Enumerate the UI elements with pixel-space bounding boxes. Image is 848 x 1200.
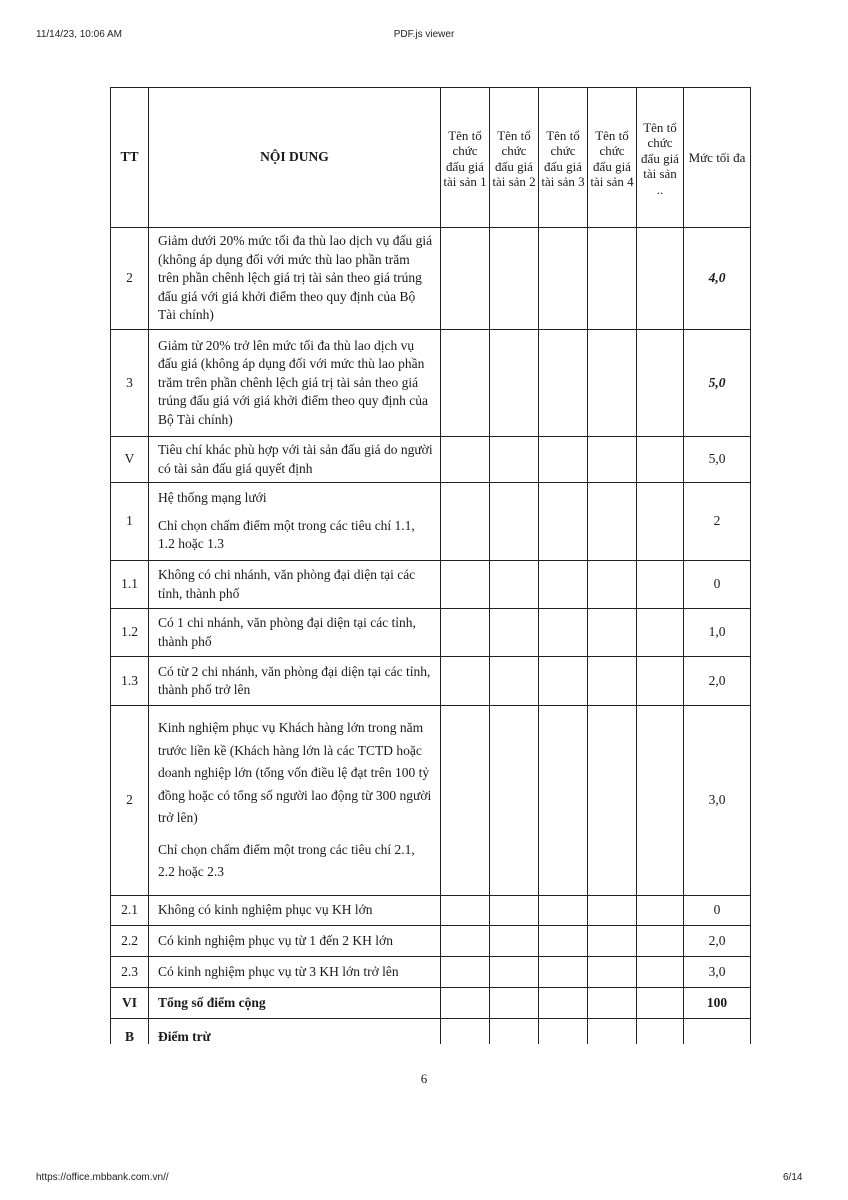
score-cell bbox=[588, 896, 637, 926]
print-timestamp: 11/14/23, 10:06 AM bbox=[36, 29, 122, 40]
row-tt: VI bbox=[111, 988, 149, 1019]
scoring-table bbox=[110, 87, 751, 1044]
score-cell bbox=[539, 988, 588, 1019]
row-note: Chỉ chọn chấm điểm một trong các tiêu chí 1.1, 1.2 hoặc 1.3 bbox=[158, 517, 415, 552]
header-org-4: Tên tổ chức đấu giá tài sản 4 bbox=[588, 88, 637, 228]
header-org-3: Tên tổ chức đấu giá tài sản 3 bbox=[539, 88, 588, 228]
header-org-5: Tên tổ chức đấu giá tài sản .. bbox=[637, 88, 684, 228]
row-content: Tiêu chí khác phù hợp với tài sản đấu giá do người có tài sản đấu giá quyết định bbox=[149, 437, 441, 483]
score-cell bbox=[539, 228, 588, 330]
table-row bbox=[111, 926, 751, 957]
score-cell bbox=[490, 926, 539, 957]
row-tt: 2.1 bbox=[111, 896, 149, 926]
print-url: https://office.mbbank.com.vn// bbox=[36, 1172, 169, 1183]
score-cell bbox=[588, 957, 637, 988]
score-cell bbox=[588, 1019, 637, 1045]
table-row bbox=[111, 228, 751, 330]
score-cell bbox=[539, 1019, 588, 1045]
score-cell bbox=[637, 926, 684, 957]
score-cell bbox=[637, 483, 684, 561]
score-cell bbox=[637, 561, 684, 609]
score-cell bbox=[588, 988, 637, 1019]
row-max: 2,0 bbox=[684, 926, 751, 957]
row-content: Không có chi nhánh, văn phòng đại diện tại các tỉnh, thành phố bbox=[149, 561, 441, 609]
score-cell bbox=[441, 561, 490, 609]
score-cell bbox=[637, 609, 684, 657]
row-max: 5,0 bbox=[684, 330, 751, 437]
row-content: Không có kinh nghiệm phục vụ KH lớn bbox=[149, 896, 441, 926]
table-row bbox=[111, 957, 751, 988]
table-row bbox=[111, 561, 751, 609]
score-cell bbox=[441, 706, 490, 896]
row-note: Chỉ chọn chấm điểm một trong các tiêu chí 2.1, 2.2 hoặc 2.3 bbox=[158, 841, 415, 880]
score-cell bbox=[441, 330, 490, 437]
row-content: Tổng số điểm cộng bbox=[149, 988, 441, 1019]
table-row bbox=[111, 706, 751, 896]
row-max: 5,0 bbox=[684, 437, 751, 483]
score-cell bbox=[637, 988, 684, 1019]
score-cell bbox=[588, 609, 637, 657]
score-cell bbox=[441, 957, 490, 988]
score-cell bbox=[490, 561, 539, 609]
score-cell bbox=[539, 957, 588, 988]
score-cell bbox=[490, 609, 539, 657]
row-max: 0 bbox=[684, 896, 751, 926]
table-row bbox=[111, 896, 751, 926]
row-tt: 2.2 bbox=[111, 926, 149, 957]
table-row bbox=[111, 988, 751, 1019]
score-cell bbox=[490, 896, 539, 926]
row-content: Kinh nghiệm phục vụ Khách hàng lớn trong năm trước liền kề (Khách hàng lớn là các TCTD hoặc doanh nghiệp lớn (tổng vốn điều lệ đạt trên 100 tỷ đồng hoặc có tổng số người lao động từ 300 người trở lên) bbox=[158, 720, 432, 826]
header-org-1: Tên tổ chức đấu giá tài sản 1 bbox=[441, 88, 490, 228]
score-cell bbox=[441, 657, 490, 706]
score-cell bbox=[588, 483, 637, 561]
score-cell bbox=[637, 657, 684, 706]
score-cell bbox=[588, 706, 637, 896]
row-tt: 1.3 bbox=[111, 657, 149, 706]
score-cell bbox=[490, 706, 539, 896]
score-cell bbox=[539, 657, 588, 706]
print-page-count: 6/14 bbox=[783, 1172, 803, 1183]
score-cell bbox=[588, 561, 637, 609]
row-content: Có 1 chi nhánh, văn phòng đại diện tại các tỉnh, thành phố bbox=[149, 609, 441, 657]
score-cell bbox=[539, 706, 588, 896]
row-content: Điểm trừ bbox=[149, 1019, 441, 1045]
score-cell bbox=[637, 896, 684, 926]
score-cell bbox=[490, 988, 539, 1019]
table-row bbox=[111, 657, 751, 706]
row-tt: B bbox=[111, 1019, 149, 1045]
score-cell bbox=[588, 228, 637, 330]
score-cell bbox=[637, 437, 684, 483]
score-cell bbox=[539, 926, 588, 957]
header-content: NỘI DUNG bbox=[149, 88, 441, 228]
score-cell bbox=[588, 657, 637, 706]
score-cell bbox=[637, 957, 684, 988]
score-cell bbox=[539, 561, 588, 609]
score-cell bbox=[441, 228, 490, 330]
row-content: Có từ 2 chi nhánh, văn phòng đại diện tại các tỉnh, thành phố trở lên bbox=[149, 657, 441, 706]
score-cell bbox=[490, 228, 539, 330]
row-content-block bbox=[149, 706, 441, 896]
score-cell bbox=[441, 1019, 490, 1045]
score-cell bbox=[490, 957, 539, 988]
row-tt: 1.1 bbox=[111, 561, 149, 609]
header-org-2: Tên tổ chức đấu giá tài sản 2 bbox=[490, 88, 539, 228]
row-content: Giảm dưới 20% mức tối đa thù lao dịch vụ đấu giá (không áp dụng đối với mức thù lao phần trăm trên phần chênh lệch giá trị tài sản theo giá trúng đấu giá với giá khởi điểm theo quy định của Bộ Tài chính) bbox=[149, 228, 441, 330]
score-cell bbox=[490, 657, 539, 706]
score-cell bbox=[490, 437, 539, 483]
score-cell bbox=[441, 896, 490, 926]
score-cell bbox=[441, 609, 490, 657]
row-tt: 1 bbox=[111, 483, 149, 561]
score-cell bbox=[539, 609, 588, 657]
header-tt: TT bbox=[111, 88, 149, 228]
score-cell bbox=[637, 1019, 684, 1045]
row-tt: 3 bbox=[111, 330, 149, 437]
score-cell bbox=[441, 926, 490, 957]
row-content: Giảm từ 20% trở lên mức tối đa thù lao dịch vụ đấu giá (không áp dụng đối với mức thù lao phần trăm trên phần chênh lệch giá trị tài sản theo giá trúng đấu giá với giá khởi điểm theo quy định của Bộ Tài chính) bbox=[149, 330, 441, 437]
header-max: Mức tối đa bbox=[684, 88, 751, 228]
score-cell bbox=[441, 988, 490, 1019]
row-max: 0 bbox=[684, 561, 751, 609]
score-cell bbox=[588, 926, 637, 957]
row-max: 4,0 bbox=[684, 228, 751, 330]
row-max: 100 bbox=[684, 988, 751, 1019]
row-tt: 1.2 bbox=[111, 609, 149, 657]
table-header-row bbox=[111, 88, 751, 228]
row-max: 3,0 bbox=[684, 706, 751, 896]
row-tt: V bbox=[111, 437, 149, 483]
score-cell bbox=[490, 1019, 539, 1045]
score-cell bbox=[637, 706, 684, 896]
scoring-table-container bbox=[110, 87, 752, 1044]
row-content: Có kinh nghiệm phục vụ từ 1 đến 2 KH lớn bbox=[149, 926, 441, 957]
row-max: 3,0 bbox=[684, 957, 751, 988]
table-row bbox=[111, 609, 751, 657]
table-row bbox=[111, 483, 751, 561]
table-row bbox=[111, 1019, 751, 1045]
score-cell bbox=[490, 483, 539, 561]
viewer-title: PDF.js viewer bbox=[393, 29, 455, 40]
row-tt: 2 bbox=[111, 228, 149, 330]
row-max: 2,0 bbox=[684, 657, 751, 706]
page-number: 6 bbox=[420, 1071, 428, 1086]
row-content: Có kinh nghiệm phục vụ từ 3 KH lớn trở lên bbox=[149, 957, 441, 988]
row-tt: 2.3 bbox=[111, 957, 149, 988]
row-max bbox=[684, 1019, 751, 1045]
row-content: Hệ thống mạng lưới bbox=[158, 490, 267, 506]
score-cell bbox=[637, 228, 684, 330]
score-cell bbox=[539, 483, 588, 561]
score-cell bbox=[441, 437, 490, 483]
score-cell bbox=[539, 330, 588, 437]
score-cell bbox=[588, 437, 637, 483]
row-content-block bbox=[149, 483, 441, 561]
row-max: 1,0 bbox=[684, 609, 751, 657]
row-tt: 2 bbox=[111, 706, 149, 896]
score-cell bbox=[539, 437, 588, 483]
score-cell bbox=[441, 483, 490, 561]
score-cell bbox=[490, 330, 539, 437]
row-max: 2 bbox=[684, 483, 751, 561]
score-cell bbox=[539, 896, 588, 926]
score-cell bbox=[588, 330, 637, 437]
score-cell bbox=[637, 330, 684, 437]
table-row bbox=[111, 437, 751, 483]
table-row bbox=[111, 330, 751, 437]
